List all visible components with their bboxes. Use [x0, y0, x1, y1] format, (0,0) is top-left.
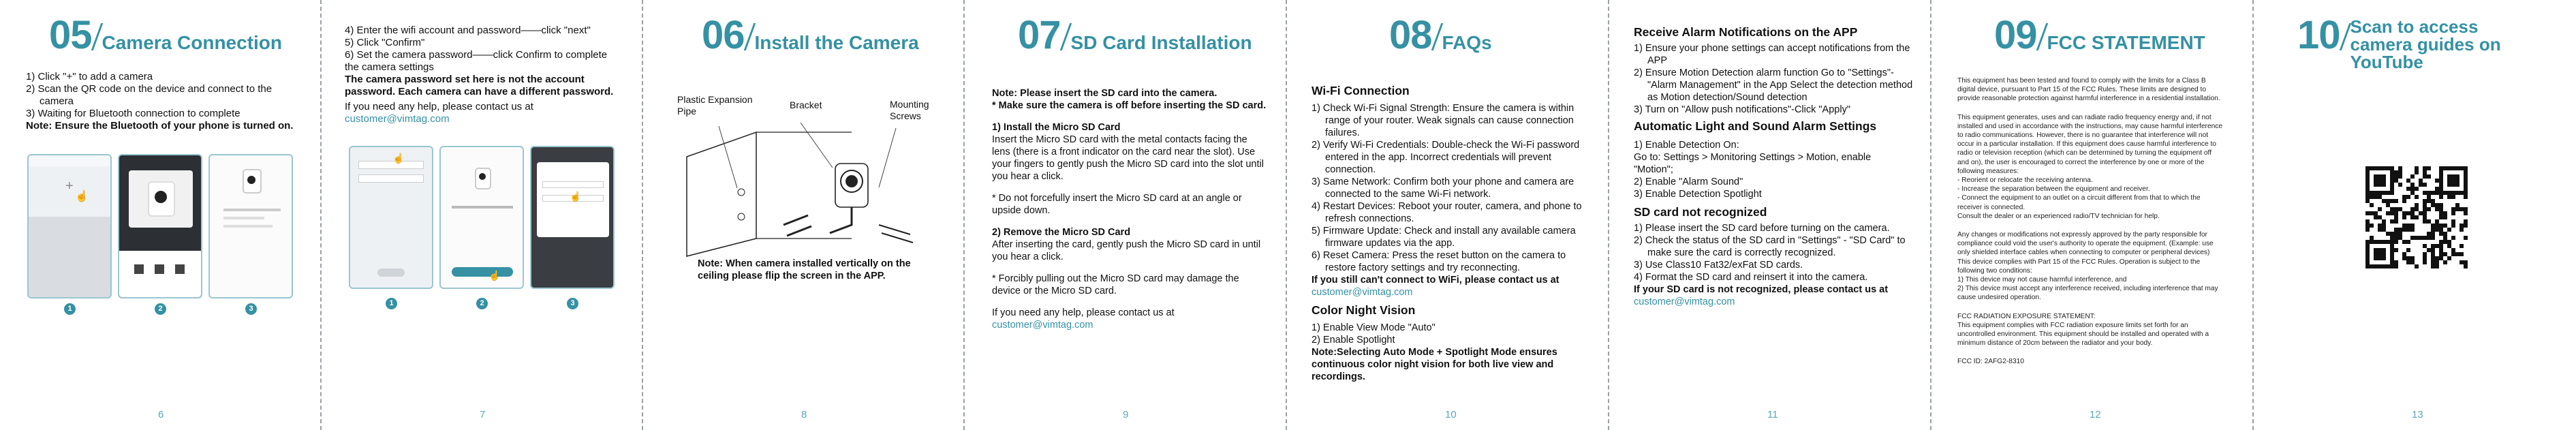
help-text: If you need any help, please contact us at [345, 101, 533, 112]
app-screenshot-wifi [349, 146, 433, 289]
night-vision-heading: Color Night Vision [1312, 303, 1416, 317]
sd-heading: SD card not recognized [1634, 205, 1767, 219]
wifi-item-1: 1) Check Wi-Fi Signal Strength: Ensure the camera is within range of your router. Weak signals can cause connection failures. [1312, 103, 1574, 138]
section-header [702, 13, 919, 57]
label-mounting-screws: Mounting Screws [890, 99, 929, 121]
step-badge-1: 1 [386, 298, 397, 309]
qr-module [2464, 211, 2468, 215]
slash-divider [2036, 23, 2048, 50]
faq-block [1634, 25, 1913, 308]
app-screenshot-add-camera [27, 154, 112, 298]
qr-module [2406, 248, 2410, 252]
section-header [1018, 13, 1252, 57]
sd-item-3: 3) Use Class10 Fat32/exFat SD cards. [1634, 260, 1803, 271]
fcc-measure-3: - Connect the equipment to an outlet on a circuit different from that to which the receiver is connected. [1957, 194, 2201, 211]
qr-module [2459, 244, 2464, 248]
step-2: 2) Scan the QR code on the device and connect to the camera [26, 83, 273, 107]
qr-module [2443, 260, 2447, 264]
wifi-contact-note: If you still can't connect to WiFi, please contact us at [1312, 275, 1559, 286]
steps-block [26, 71, 298, 132]
section-number: 07 [1018, 13, 1061, 57]
qr-module [2410, 174, 2415, 179]
slash-divider [91, 23, 103, 50]
page-fcc-statement [1931, 0, 2253, 430]
page-youtube-qr [2254, 0, 2575, 430]
wifi-heading: Wi-Fi Connection [1312, 84, 1410, 97]
qr-module [2431, 236, 2435, 240]
step-5: 5) Click "Confirm" [345, 37, 425, 48]
page-camera-connection [0, 0, 322, 430]
fcc-consult: Consult the dealer or an experienced radio/TV technician for help. [1957, 212, 2160, 220]
bluetooth-note: Note: Ensure the Bluetooth of your phone is turned on. [26, 120, 294, 132]
section-header [2297, 13, 2528, 72]
qr-module [2406, 240, 2410, 244]
page-number: 9 [1123, 409, 1129, 420]
step-badge-3: 3 [567, 298, 578, 309]
remove-sd-body: After inserting the card, gently push the Micro SD card in until you hear a click. [992, 239, 1261, 262]
section-title: FAQs [1442, 32, 1492, 53]
qr-module [2464, 264, 2468, 268]
qr-module [2410, 228, 2415, 232]
qr-module [2370, 203, 2374, 207]
page-faqs-cont [1609, 0, 1931, 430]
fcc-para-2: This equipment generates, uses and can radiate radio frequency energy and, if not installed and used in accordance with the instructions, may cause harmful interference to radio communications. However, there is no guarantee that interference will not occur in a particular installation. If this equipment does cause harmful interference to radio or television reception (which can be determined by turning the equipment off and on), the user is encouraged to correct the interference by one or more of the following measures: [1957, 113, 2223, 175]
qr-module [2394, 219, 2398, 224]
hand-cursor-icon: ☝ [488, 270, 501, 281]
section-title: Install the Camera [754, 32, 919, 53]
hand-cursor-icon: ☝ [570, 191, 582, 202]
light-item-3: 2) Enable "Alarm Sound" [1634, 176, 1743, 187]
night-item-1: 1) Enable View Mode "Auto" [1312, 322, 1436, 333]
steps-block [345, 25, 623, 125]
qr-module [2464, 195, 2468, 199]
fcc-text [1957, 76, 2224, 367]
qr-module [2435, 264, 2439, 268]
page-number: 8 [801, 409, 807, 420]
sd-contact-note: If your SD card is not recognized, please contact us at [1634, 284, 1889, 295]
step-badge-1: 1 [64, 303, 76, 315]
step-badge-2: 2 [155, 303, 166, 315]
qr-module [2415, 264, 2419, 268]
qr-module [2415, 170, 2419, 174]
qr-module [2451, 224, 2455, 228]
install-sd-body: Insert the Micro SD card with the metal contacts facing the lens (there is a front indicator on the card near the slot). Use your fingers to gently push the Micro SD card into the slot until you hear a click. [992, 134, 1264, 182]
wifi-item-3: 3) Same Network: Confirm both your phone and camera are connected to the same Wi-Fi network. [1312, 176, 1574, 200]
wifi-item-5: 5) Firmware Update: Check and install any available camera firmware updates via the app. [1312, 226, 1576, 249]
app-screenshot-confirm [439, 146, 524, 289]
wifi-item-2: 2) Verify Wi-Fi Credentials: Double-check the Wi-Fi password entered in the app. Incorrect credentials will prevent connection. [1312, 140, 1580, 175]
page-number: 12 [2090, 409, 2101, 420]
step-4: 4) Enter the wifi account and password——click "next" [345, 25, 591, 36]
sd-instructions [992, 87, 1267, 331]
install-sd-warning: * Do not forcefully insert the Micro SD card at an angle or upside down. [992, 193, 1242, 216]
light-item-2: Go to: Settings > Monitoring Settings > Motion, enable "Motion"; [1634, 152, 1872, 175]
qr-module [2365, 228, 2370, 232]
qr-module [2439, 195, 2443, 199]
qr-module [2394, 248, 2398, 252]
section-title: FCC STATEMENT [2047, 32, 2205, 53]
help-text: If you need any help, please contact us at [992, 307, 1175, 318]
night-item-2: 2) Enable Spotlight [1312, 335, 1395, 345]
hand-cursor-icon: ☝ [392, 153, 405, 164]
sd-note-1: Note: Please insert the SD card into the camera. [992, 88, 1217, 99]
qr-module [2402, 215, 2406, 219]
qr-module [2415, 195, 2419, 199]
section-header [1994, 13, 2205, 57]
qr-module [2459, 228, 2464, 232]
qr-module [2398, 183, 2402, 187]
alarm-heading: Receive Alarm Notifications on the APP [1634, 25, 1858, 39]
section-number: 10 [2297, 13, 2340, 57]
qr-module [2390, 191, 2394, 195]
qr-module [2427, 207, 2431, 211]
ceiling-note: Note: When camera installed vertically on the ceiling please flip the screen in the APP. [698, 258, 911, 281]
label-plastic-pipe: Plastic Expansion Pipe [677, 94, 753, 117]
label-bracket: Bracket [790, 99, 822, 110]
support-email-link[interactable]: customer@vimtag.com [1634, 296, 1735, 307]
section-number: 09 [1994, 13, 2037, 57]
alarm-item-2: 2) Ensure Motion Detection alarm function Go to "Settings"-"Alarm Management" in the App Select the detection method as Motion detection/Sound detection [1634, 67, 1913, 103]
remove-sd-title: 2) Remove the Micro SD Card [992, 227, 1131, 238]
support-email-link[interactable]: customer@vimtag.com [345, 113, 450, 125]
qr-module [2447, 256, 2451, 260]
support-email-link[interactable]: customer@vimtag.com [992, 320, 1093, 331]
qr-module [2464, 236, 2468, 240]
night-note: Note:Selecting Auto Mode + Spotlight Mode ensures continuous color night vision for both live view and recordings. [1312, 347, 1557, 382]
hand-cursor-icon: ☝ [75, 191, 89, 202]
qr-module [2451, 236, 2455, 240]
page-number: 7 [480, 409, 486, 420]
section-title: Camera Connection [102, 32, 283, 53]
app-screenshot-bluetooth-wait [208, 154, 293, 298]
qr-module [2382, 183, 2386, 187]
section-number: 08 [1389, 13, 1432, 57]
fcc-condition-2: 2) This device must accept any interference received, including interference that may cause undesired operation. [1957, 285, 2218, 302]
step-6: 6) Set the camera password——click Confirm to complete the camera settings [345, 49, 608, 73]
app-screenshot-camera-password [530, 146, 615, 289]
step-1: 1) Click "+" to add a camera [26, 71, 153, 82]
page-number: 11 [1767, 409, 1778, 420]
step-badge-2: 2 [476, 298, 488, 309]
sd-item-4: 4) Format the SD card and reinsert it into the camera. [1634, 272, 1868, 283]
alarm-item-3: 3) Turn on "Allow push notifications"-Click "Apply" [1634, 104, 1850, 115]
qr-module [2394, 240, 2398, 244]
qr-module [2398, 174, 2402, 179]
page-number: 13 [2412, 409, 2423, 420]
qr-module [2423, 183, 2427, 187]
fcc-measure-2: - Increase the separation between the equipment and receiver. [1957, 185, 2150, 194]
alarm-item-1: 1) Ensure your phone settings can accept notifications from the APP [1634, 43, 1910, 66]
fcc-para-3: Any changes or modifications not expressly approved by the party responsible for compliance could void the user's authority to operate the equipment. (Example: use only shielded interface cables when connecting to computer or peripheral devices) This device complies with Part 15 of the FCC Rules. Operation is subject to the following two conditions: [1957, 231, 2214, 275]
qr-module [2394, 264, 2398, 268]
wifi-item-4: 4) Restart Devices: Reboot your router, camera, and phone to refresh connections. [1312, 201, 1582, 224]
slash-divider [1431, 23, 1443, 50]
qr-module [2394, 199, 2398, 203]
faq-block [1312, 83, 1591, 383]
qr-module [2464, 224, 2468, 228]
qr-module [2427, 174, 2431, 179]
page-faqs [1287, 0, 1609, 430]
section-header [1389, 13, 1492, 57]
qr-thumb-icon [134, 264, 144, 274]
qr-module [2402, 199, 2406, 203]
page-sd-card [965, 0, 1286, 430]
light-sound-heading: Automatic Light and Sound Alarm Settings [1634, 119, 1877, 133]
fcc-condition-1: 1) This device may not cause harmful interference, and [1957, 276, 2127, 284]
page-camera-connection-cont [322, 0, 643, 430]
youtube-qr-code-icon[interactable] [2365, 166, 2468, 268]
qr-module [2378, 207, 2382, 211]
qr-module [2415, 215, 2419, 219]
page-install-camera [643, 0, 965, 430]
step-badge-3: 3 [245, 303, 257, 315]
qr-module [2459, 252, 2464, 256]
qr-module [2423, 260, 2427, 264]
step-3: 3) Waiting for Bluetooth connection to complete [26, 108, 240, 119]
light-item-1: 1) Enable Detection On: [1634, 140, 1739, 151]
fcc-measure-1: - Reorient or relocate the receiving antenna. [1957, 176, 2093, 185]
sd-item-1: 1) Please insert the SD card before turning on the camera. [1634, 223, 1890, 234]
sd-note-2: * Make sure the camera is off before inserting the SD card. [992, 100, 1267, 111]
qr-module [2455, 183, 2459, 187]
page-number: 6 [158, 409, 164, 420]
remove-sd-warning: * Forcibly pulling out the Micro SD card may damage the device or the Micro SD card. [992, 273, 1239, 296]
slash-divider [2339, 23, 2351, 50]
section-title: SD Card Installation [1070, 32, 1252, 53]
page-number: 10 [1445, 409, 1457, 420]
app-screenshot-scan-qr [118, 154, 202, 298]
section-header [49, 13, 283, 57]
section-number: 05 [49, 13, 92, 57]
qr-module [2451, 195, 2455, 199]
section-title: Scan to access camera guides on YouTube [2350, 16, 2501, 72]
section-number: 06 [702, 13, 745, 57]
wifi-item-6: 6) Reset Camera: Press the reset button on the camera to restore factory settings and try reconnecting. [1312, 250, 1566, 273]
qr-module [2443, 215, 2447, 219]
qr-module [2427, 166, 2431, 170]
qr-module [2447, 228, 2451, 232]
qr-module [2415, 187, 2419, 191]
fcc-id: FCC ID: 2AFG2-8310 [1957, 358, 2024, 366]
install-diagram [681, 123, 933, 259]
install-sd-title: 1) Install the Micro SD Card [992, 122, 1121, 133]
qr-module [2406, 195, 2410, 199]
slash-divider [743, 23, 756, 50]
support-email-link[interactable]: customer@vimtag.com [1312, 287, 1413, 298]
qr-module [2451, 211, 2455, 215]
fcc-radiation-body: This equipment complies with FCC radiation exposure limits set forth for an uncontrolled environment. This equipment should be installed and operated with a minimum distance of 20cm between the radiator and your body. [1957, 321, 2209, 348]
password-note: The camera password set here is not the account password. Each camera can have a different password. [345, 74, 614, 97]
fcc-para-1: This equipment has been tested and found to comply with the limits for a Class B digital device, pursuant to Part 15 of the FCC Rules. These limits are designed to provide reasonable protection against harmful interference in a residential installation. [1957, 77, 2220, 103]
qr-module [2382, 256, 2386, 260]
qr-module [2370, 224, 2374, 228]
sd-item-2: 2) Check the status of the SD card in "Settings" - "SD Card" to make sure the card is correctly recognized. [1634, 235, 1906, 258]
plus-icon: + [65, 179, 74, 194]
fcc-radiation-title: FCC RADIATION EXPOSURE STATEMENT: [1957, 312, 2096, 320]
light-item-4: 3) Enable Detection Spotlight [1634, 189, 1762, 200]
slash-divider [1059, 23, 1072, 50]
